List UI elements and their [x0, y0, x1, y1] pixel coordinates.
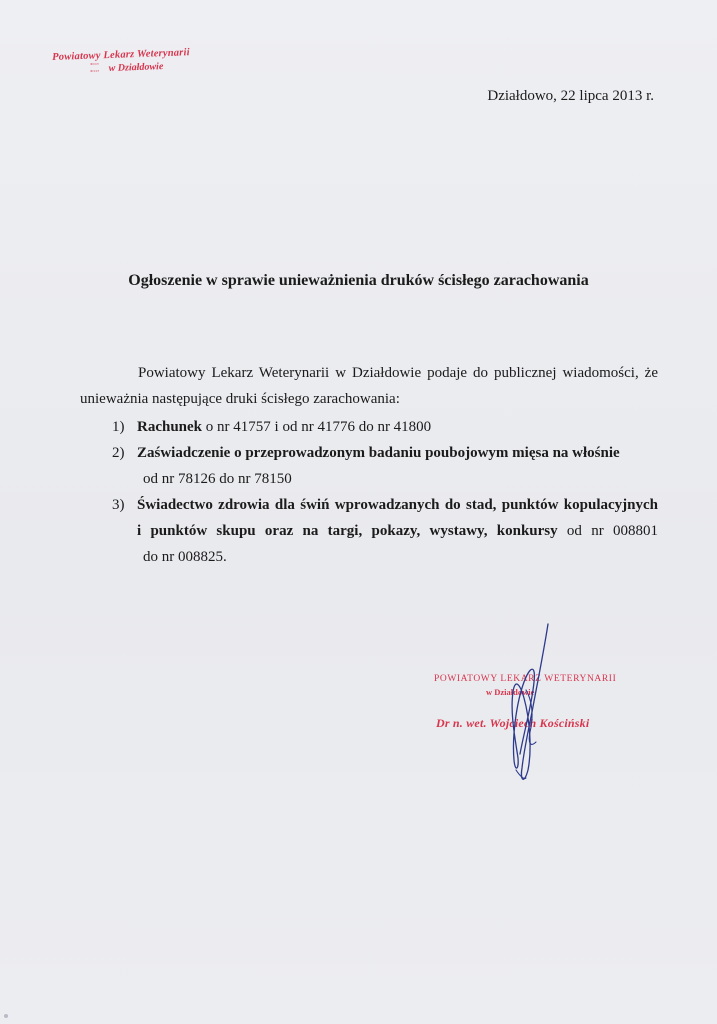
handwritten-signature	[420, 620, 640, 790]
voided-items-list	[80, 414, 658, 570]
list-item-number: 3)	[112, 497, 125, 513]
stamp-mark-icon	[90, 63, 98, 71]
list-item	[80, 440, 658, 492]
list-item-range: o nr 41757 i od nr 41776 do nr 41800	[202, 419, 432, 435]
list-item-number: 1)	[112, 419, 125, 435]
list-item-title: Zaświadczenie o przeprowadzonym badaniu poubojowym mięsa na włośnie	[137, 445, 620, 461]
signature-block	[420, 620, 640, 790]
list-item	[80, 414, 658, 440]
signature-stamp-line1: POWIATOWY LEKARZ WETERYNARII	[434, 674, 617, 684]
list-item-number: 2)	[112, 445, 125, 461]
list-item-title-cont: i punktów skupu oraz na targi, pokazy, wystawy, konkursy	[137, 523, 558, 539]
header-stamp	[52, 47, 190, 76]
list-item-range: od nr 008801	[557, 523, 658, 539]
header-stamp-line1: Powiatowy Lekarz Weterynarii	[52, 47, 190, 63]
document-body	[80, 360, 658, 570]
header-stamp-line2: w Działdowie	[108, 61, 164, 75]
list-item-range-cont: do nr 008825.	[143, 549, 227, 565]
place-date: Działdowo, 22 lipca 2013 r.	[487, 88, 654, 104]
intro-paragraph: Powiatowy Lekarz Weterynarii w Działdowie podaje do publicznej wiadomości, że unieważnia następujące druki ścisłego zarachowania:	[80, 365, 658, 407]
list-item-title: Rachunek	[137, 419, 203, 435]
signatory-name: Dr n. wet. Wojciech Kościński	[436, 716, 590, 730]
list-item	[80, 492, 658, 570]
list-item-range: od nr 78126 do nr 78150	[143, 471, 292, 487]
list-item-title: Świadectwo zdrowia dla świń wprowadzanych do stad, punktów kopulacyjnych	[137, 497, 658, 513]
signature-stamp-line2: w Działdowie	[486, 687, 535, 697]
document-title: Ogłoszenie w sprawie unieważnienia druków ścisłego zarachowania	[128, 272, 589, 289]
paper-speck	[4, 1014, 8, 1018]
